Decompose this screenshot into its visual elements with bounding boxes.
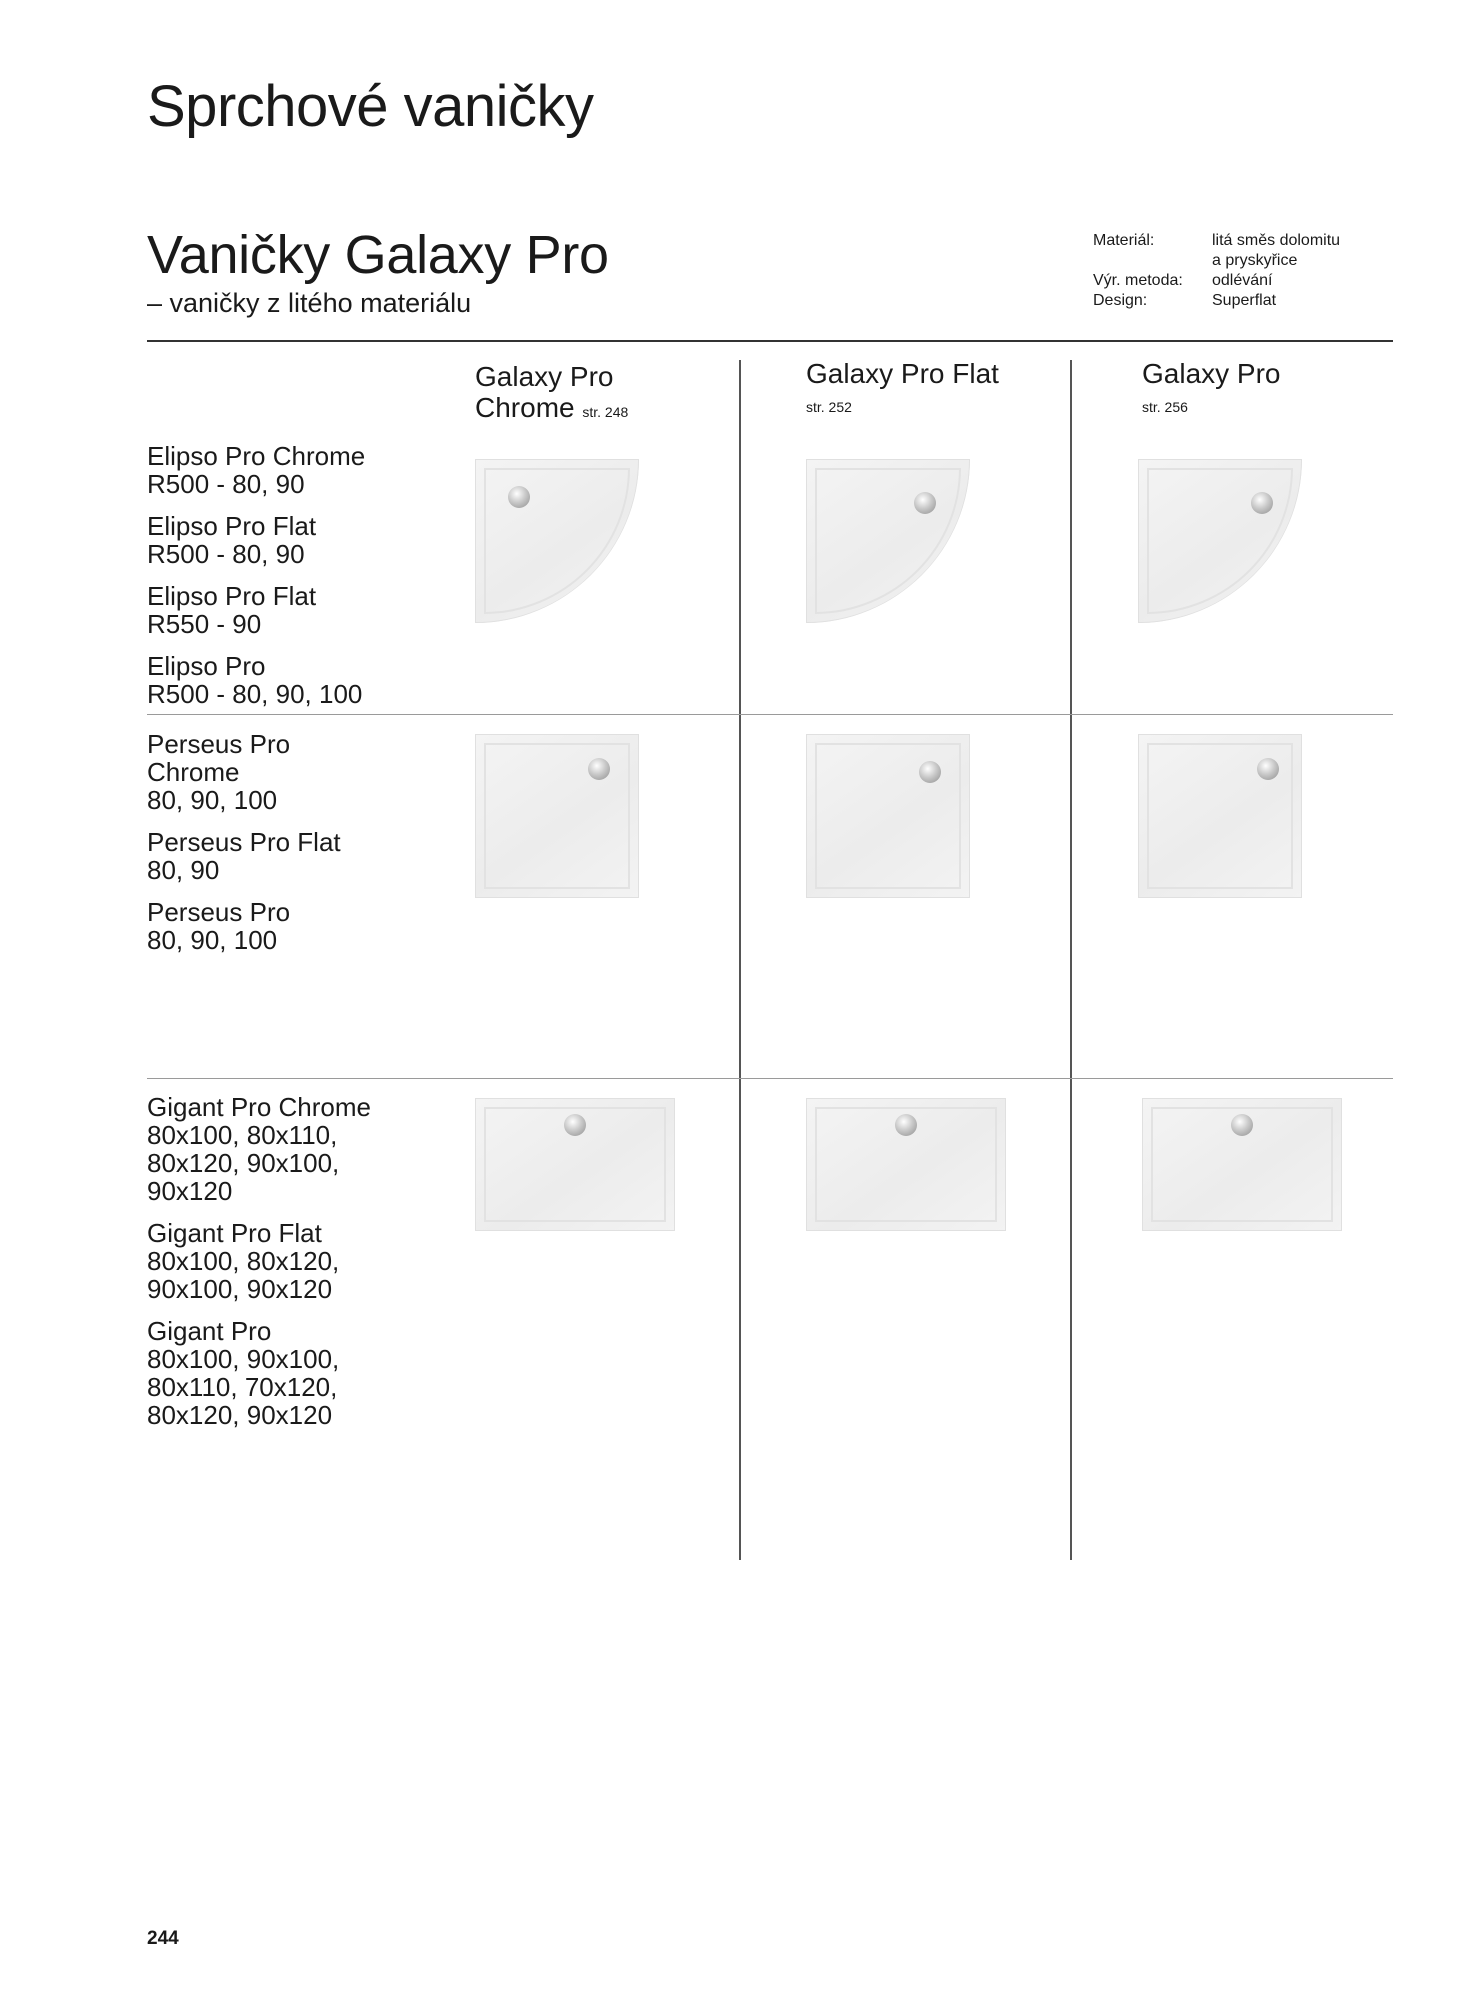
spec-label-design: Design: [1093, 292, 1148, 309]
column-divider [1070, 360, 1072, 1560]
spec-value-design: Superflat [1212, 292, 1277, 309]
section-title: Sprchové vaničky [147, 74, 594, 139]
page-subtitle: – vaničky z litého materiálu [147, 288, 472, 318]
list-item: Elipso Pro Chrome R500 - 80, 90 [147, 441, 366, 499]
page-ref: str. 256 [1142, 399, 1188, 415]
list-item: Perseus Pro 80, 90, 100 [147, 897, 291, 955]
spec-label-material: Materiál: [1093, 232, 1155, 249]
row-divider [147, 1078, 1393, 1079]
spec-value-method: odlévání [1212, 272, 1273, 289]
column-header-galaxy-pro-flat: Galaxy Pro Flat str. 252 [806, 358, 999, 423]
column-header-galaxy-pro: Galaxy Pro str. 256 [1142, 358, 1281, 423]
column-divider [739, 360, 741, 1560]
shower-tray-image [1138, 459, 1302, 623]
heading-divider [147, 340, 1393, 342]
list-item: Elipso Pro R500 - 80, 90, 100 [147, 651, 363, 709]
list-item: Elipso Pro Flat R550 - 90 [147, 581, 317, 639]
page-title: Vaničky Galaxy Pro [147, 225, 609, 285]
list-item: Perseus Pro Chrome 80, 90, 100 [147, 729, 291, 815]
page-ref: str. 248 [582, 404, 629, 420]
list-item: Gigant Pro Chrome 80x100, 80x110, 80x120, 90x100, 90x120 [147, 1092, 371, 1206]
shower-tray-image [475, 459, 639, 623]
spec-label-method: Výr. metoda: [1093, 272, 1183, 289]
product-group-perseus [147, 730, 447, 968]
shower-tray-image [806, 734, 970, 898]
list-item: Perseus Pro Flat 80, 90 [147, 827, 341, 885]
spec-value-material-1: litá směs dolomitu [1212, 232, 1341, 249]
product-group-elipso [147, 442, 447, 722]
spec-value-material-2: a pryskyřice [1212, 252, 1298, 269]
list-item: Gigant Pro 80x100, 90x100, 80x110, 70x120, 80x120, 90x120 [147, 1316, 340, 1430]
list-item: Gigant Pro Flat 80x100, 80x120, 90x100, 90x120 [147, 1218, 340, 1304]
shower-tray-image [475, 1098, 675, 1231]
page-number: 244 [147, 1928, 179, 1949]
column-header-galaxy-pro-chrome: Galaxy Pro Chrome str. 248 [475, 361, 629, 423]
page-ref: str. 252 [806, 399, 852, 415]
list-item: Elipso Pro Flat R500 - 80, 90 [147, 511, 317, 569]
shower-tray-image [1138, 734, 1302, 898]
shower-tray-image [475, 734, 639, 898]
shower-tray-image [806, 459, 970, 623]
product-group-gigant [147, 1093, 447, 1443]
shower-tray-image [1142, 1098, 1342, 1231]
shower-tray-image [806, 1098, 1006, 1231]
